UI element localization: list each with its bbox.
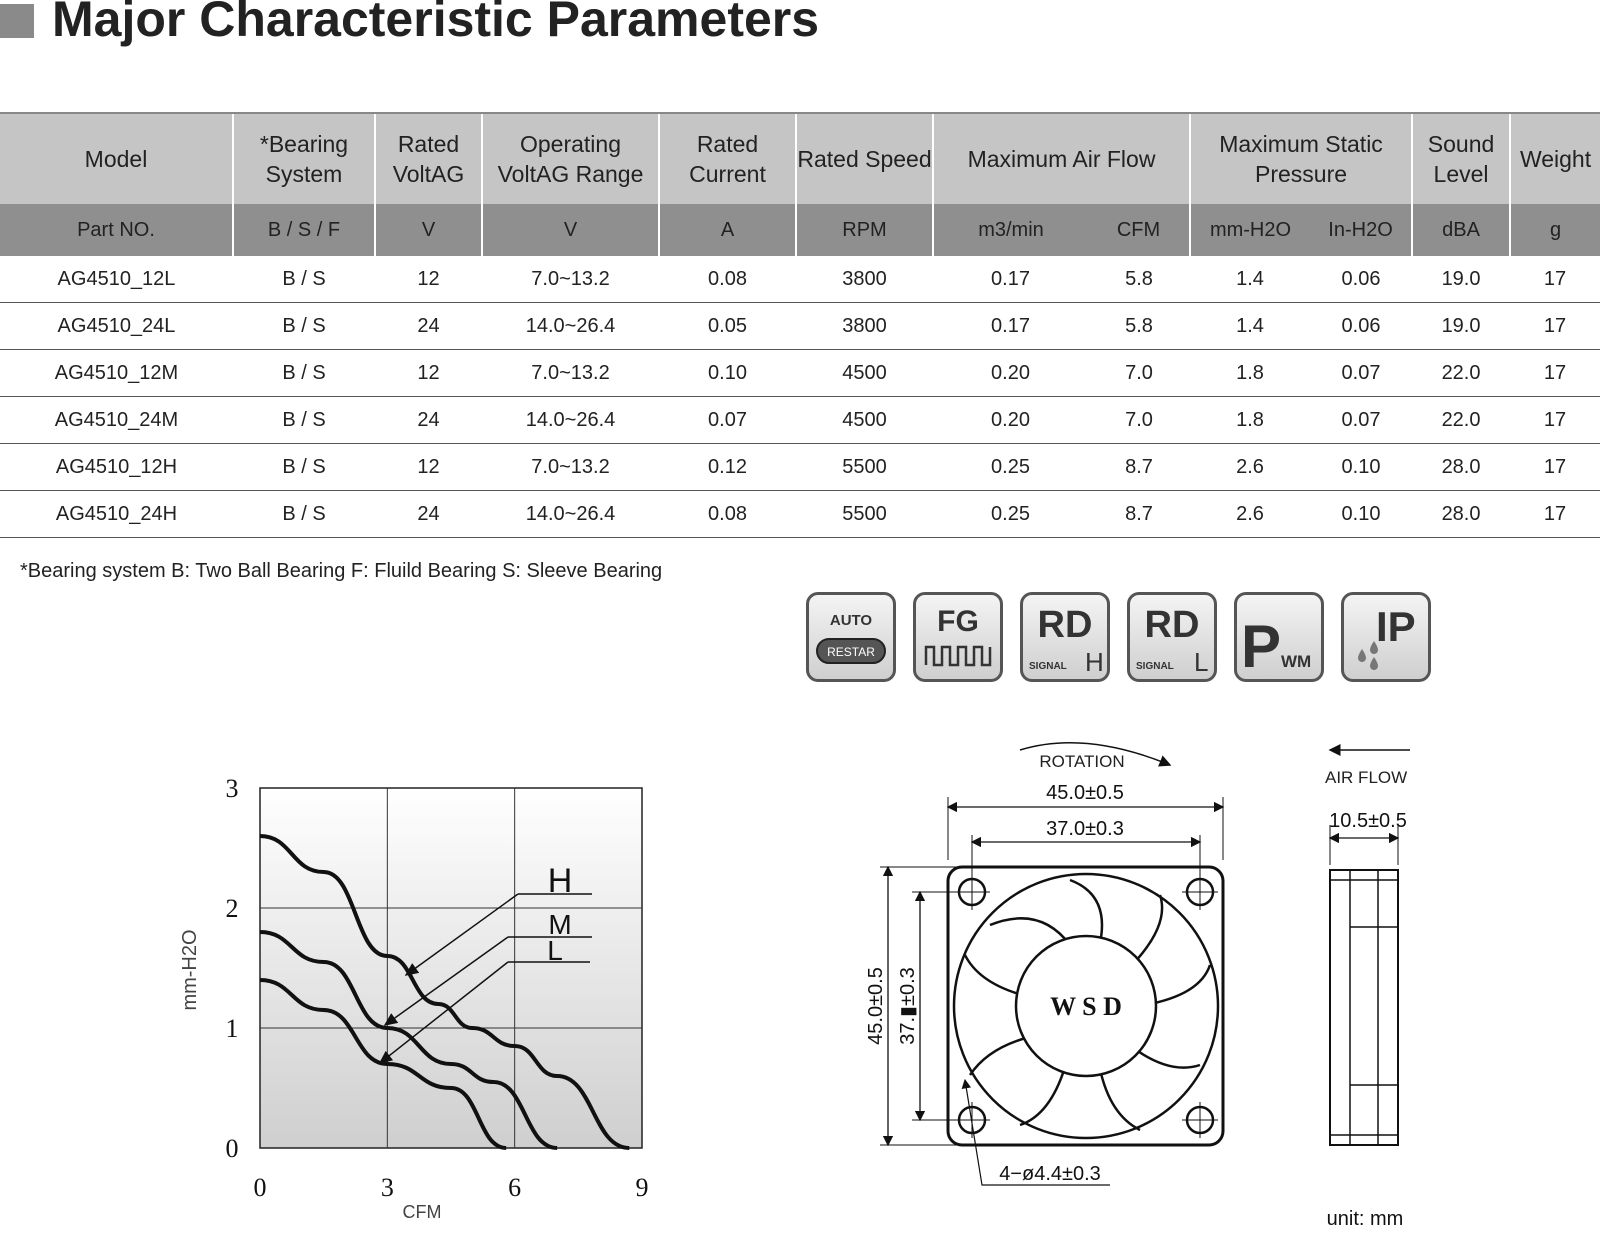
cell-rated-current: 0.08 <box>659 491 796 538</box>
header-max-static-pressure: Maximum Static Pressure <box>1190 113 1412 204</box>
title-marker <box>0 4 34 38</box>
cell-pressure-in: 0.06 <box>1310 256 1412 303</box>
cell-model: AG4510_12M <box>0 350 233 397</box>
cell-sound: 28.0 <box>1412 444 1510 491</box>
thickness-dim: 10.5±0.5 <box>1329 810 1407 832</box>
rd-h-signal-label: SIGNAL <box>1029 661 1067 672</box>
cell-rated-speed: 5500 <box>796 444 933 491</box>
outer-width-dim: 45.0±0.5 <box>1046 782 1124 804</box>
cell-operating-voltage: 7.0~13.2 <box>482 444 659 491</box>
rd-signal-l-badge <box>1127 592 1217 682</box>
cell-bearing: B / S <box>233 350 375 397</box>
unit-airflow-cfm: CFM <box>1088 204 1190 256</box>
header-rated-voltage: Rated VoltAG <box>375 113 482 204</box>
cell-airflow-cfm: 7.0 <box>1088 397 1190 444</box>
auto-restart-badge <box>806 592 896 682</box>
cell-airflow-m3: 0.20 <box>933 397 1088 444</box>
header-model: Model <box>0 113 233 204</box>
pwm-icon <box>1237 595 1321 679</box>
fan-side-frame <box>1330 870 1398 1145</box>
cell-rated-voltage: 12 <box>375 350 482 397</box>
cell-rated-speed: 4500 <box>796 350 933 397</box>
unit-pressure-in: In-H2O <box>1310 204 1412 256</box>
x-tick-label: 6 <box>508 1173 522 1202</box>
cell-rated-voltage: 24 <box>375 303 482 350</box>
fan-side-drawing <box>1320 735 1470 1235</box>
cell-rated-voltage: 12 <box>375 444 482 491</box>
cell-model: AG4510_24M <box>0 397 233 444</box>
cell-bearing: B / S <box>233 444 375 491</box>
table-row <box>0 397 1600 444</box>
series-label-M: M <box>548 909 572 940</box>
cell-pressure-mm: 1.8 <box>1190 350 1310 397</box>
rd-signal-h-icon <box>1023 595 1107 679</box>
rd-h-label: RD <box>1037 604 1093 646</box>
unit-weight: g <box>1510 204 1600 256</box>
cell-weight: 17 <box>1510 397 1600 444</box>
header-rated-speed: Rated Speed <box>796 113 933 204</box>
unit-operating-voltage: V <box>482 204 659 256</box>
bearing-footnote: *Bearing system B: Two Ball Bearing F: Fluild Bearing S: Sleeve Bearing <box>20 560 663 582</box>
hub-logo: W S D <box>1050 992 1122 1021</box>
unit-sound: dBA <box>1412 204 1510 256</box>
cell-operating-voltage: 7.0~13.2 <box>482 350 659 397</box>
spec-table <box>0 112 1600 538</box>
rd-l-letter: L <box>1194 647 1209 677</box>
cell-rated-speed: 3800 <box>796 303 933 350</box>
page-title: Major Characteristic Parameters <box>52 0 820 47</box>
table-row <box>0 491 1600 538</box>
rd-l-label: RD <box>1144 604 1200 646</box>
ip-label: IP <box>1376 603 1416 650</box>
cell-sound: 22.0 <box>1412 397 1510 444</box>
cell-rated-current: 0.07 <box>659 397 796 444</box>
cell-airflow-cfm: 5.8 <box>1088 256 1190 303</box>
rd-signal-l-icon <box>1130 595 1214 679</box>
cell-model: AG4510_12H <box>0 444 233 491</box>
cell-sound: 22.0 <box>1412 350 1510 397</box>
cell-weight: 17 <box>1510 303 1600 350</box>
fan-front-drawing <box>865 735 1270 1210</box>
cell-rated-voltage: 24 <box>375 397 482 444</box>
ip-icon <box>1344 595 1428 679</box>
airflow-label: AIR FLOW <box>1325 768 1408 787</box>
unit-airflow-m3: m3/min <box>933 204 1088 256</box>
cell-rated-current: 0.08 <box>659 256 796 303</box>
cell-operating-voltage: 7.0~13.2 <box>482 256 659 303</box>
y-tick-label: 3 <box>225 774 239 803</box>
series-label-L: L <box>547 935 563 966</box>
unit-bearing: B / S / F <box>233 204 375 256</box>
auto-label: AUTO <box>829 612 873 629</box>
table-unit-row <box>0 204 1600 256</box>
unit-rated-voltage: V <box>375 204 482 256</box>
cell-bearing: B / S <box>233 256 375 303</box>
series-label-H: H <box>547 862 573 900</box>
cell-weight: 17 <box>1510 350 1600 397</box>
table-row <box>0 444 1600 491</box>
cell-airflow-m3: 0.25 <box>933 444 1088 491</box>
unit-label: unit: mm <box>1326 1208 1404 1230</box>
table-row <box>0 303 1600 350</box>
y-axis-label: mm-H2O <box>179 929 201 1011</box>
cell-rated-current: 0.10 <box>659 350 796 397</box>
header-operating-voltage: Operating VoltAG Range <box>482 113 659 204</box>
header-weight: Weight <box>1510 113 1600 204</box>
y-tick-label: 0 <box>225 1134 239 1163</box>
cell-pressure-mm: 1.4 <box>1190 256 1310 303</box>
hole-dim: 4−ø4.4±0.3 <box>999 1163 1101 1185</box>
pwm-badge <box>1234 592 1324 682</box>
header-sound-level: Sound Level <box>1412 113 1510 204</box>
cell-airflow-m3: 0.20 <box>933 350 1088 397</box>
y-tick-label: 2 <box>225 894 239 923</box>
cell-operating-voltage: 14.0~26.4 <box>482 397 659 444</box>
cell-model: AG4510_24L <box>0 303 233 350</box>
table-row <box>0 256 1600 303</box>
cell-weight: 17 <box>1510 491 1600 538</box>
fg-signal-badge <box>913 592 1003 682</box>
x-tick-label: 0 <box>253 1173 267 1202</box>
cell-pressure-mm: 2.6 <box>1190 491 1310 538</box>
cell-rated-current: 0.12 <box>659 444 796 491</box>
cell-pressure-mm: 1.4 <box>1190 303 1310 350</box>
cell-airflow-m3: 0.25 <box>933 491 1088 538</box>
fg-label: FG <box>937 605 979 638</box>
rd-l-signal-label: SIGNAL <box>1136 661 1174 672</box>
cell-model: AG4510_12L <box>0 256 233 303</box>
table-header-row <box>0 113 1600 204</box>
cell-bearing: B / S <box>233 303 375 350</box>
table-row <box>0 350 1600 397</box>
x-tick-label: 3 <box>380 1173 394 1202</box>
unit-model: Part NO. <box>0 204 233 256</box>
cell-weight: 17 <box>1510 444 1600 491</box>
cell-operating-voltage: 14.0~26.4 <box>482 303 659 350</box>
cell-rated-speed: 3800 <box>796 256 933 303</box>
fg-signal-icon <box>916 595 1000 679</box>
cell-pressure-mm: 2.6 <box>1190 444 1310 491</box>
rd-signal-h-badge <box>1020 592 1110 682</box>
cell-airflow-m3: 0.17 <box>933 256 1088 303</box>
cell-weight: 17 <box>1510 256 1600 303</box>
cell-sound: 19.0 <box>1412 256 1510 303</box>
unit-rated-speed: RPM <box>796 204 933 256</box>
pwm-p-label: P <box>1241 613 1282 680</box>
outer-height-dim: 45.0±0.5 <box>865 967 887 1045</box>
cell-airflow-m3: 0.17 <box>933 303 1088 350</box>
performance-chart <box>160 770 720 1245</box>
rotation-label: ROTATION <box>1039 752 1125 771</box>
cell-pressure-in: 0.06 <box>1310 303 1412 350</box>
cell-model: AG4510_24H <box>0 491 233 538</box>
pwm-wm-label: WM <box>1281 652 1312 671</box>
cell-operating-voltage: 14.0~26.4 <box>482 491 659 538</box>
unit-pressure-mm: mm-H2O <box>1190 204 1310 256</box>
restart-label: RESTAR <box>827 645 875 659</box>
inner-height-dim: 37.▮±0.3 <box>897 967 919 1045</box>
ip-badge <box>1341 592 1431 682</box>
header-rated-current: Rated Current <box>659 113 796 204</box>
cell-airflow-cfm: 7.0 <box>1088 350 1190 397</box>
cell-rated-speed: 5500 <box>796 491 933 538</box>
auto-restart-icon <box>809 595 893 679</box>
cell-pressure-mm: 1.8 <box>1190 397 1310 444</box>
y-tick-label: 1 <box>225 1014 239 1043</box>
cell-airflow-cfm: 8.7 <box>1088 491 1190 538</box>
cell-bearing: B / S <box>233 397 375 444</box>
x-axis-label: CFM <box>402 1202 442 1222</box>
cell-bearing: B / S <box>233 491 375 538</box>
header-max-airflow: Maximum Air Flow <box>933 113 1190 204</box>
feature-badges <box>806 592 1436 684</box>
cell-airflow-cfm: 5.8 <box>1088 303 1190 350</box>
cell-rated-voltage: 12 <box>375 256 482 303</box>
cell-rated-voltage: 24 <box>375 491 482 538</box>
cell-airflow-cfm: 8.7 <box>1088 444 1190 491</box>
cell-rated-speed: 4500 <box>796 397 933 444</box>
cell-pressure-in: 0.10 <box>1310 444 1412 491</box>
cell-sound: 19.0 <box>1412 303 1510 350</box>
header-bearing: *Bearing System <box>233 113 375 204</box>
inner-width-dim: 37.0±0.3 <box>1046 818 1124 840</box>
x-tick-label: 9 <box>635 1173 649 1202</box>
cell-sound: 28.0 <box>1412 491 1510 538</box>
cell-pressure-in: 0.07 <box>1310 397 1412 444</box>
rd-h-letter: H <box>1085 647 1104 677</box>
cell-pressure-in: 0.10 <box>1310 491 1412 538</box>
unit-rated-current: A <box>659 204 796 256</box>
cell-rated-current: 0.05 <box>659 303 796 350</box>
cell-pressure-in: 0.07 <box>1310 350 1412 397</box>
